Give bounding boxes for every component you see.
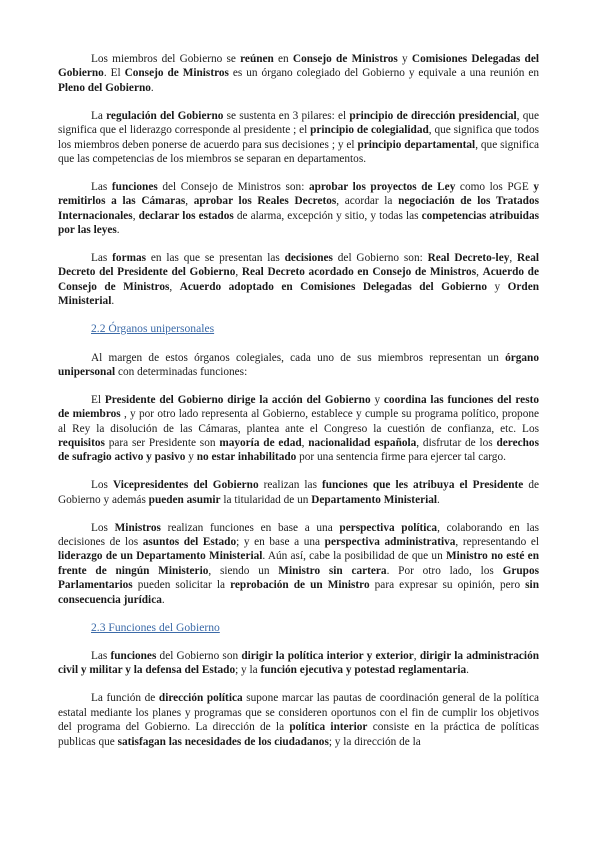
paragraph-ministros: Los Ministros realizan funciones en base a una perspectiva política, colaborando en las decisiones de los asuntos del Estado; y en base a una perspectiva administrativa, representando el liderazgo de un Departamento Ministerial. Aún así, cabe la posibilidad de que un Ministro no esté en frente de ningún Ministerio, siendo un Ministro sin cartera. Por otro lado, los Grupos Parlamentarios pueden solicitar la reprobación de un Ministro para expresar su opinión, pero sin consecuencia jurídica. (58, 521, 540, 606)
paragraph-formas-decisiones: Las formas en las que se presentan las decisiones del Gobierno son: Real Decreto-ley, Real Decreto del Presidente del Gobierno, Real Decreto acordado en Consejo de Ministros, Acuerdo de Consejo de Ministros, Acuerdo adoptado en Comisiones Delegadas del Gobierno y Orden Ministerial. (58, 251, 540, 308)
paragraph-consejo-ministros: Los miembros del Gobierno se reúnen en Consejo de Ministros y Comisiones Delegadas del Gobierno. El Consejo de Ministros es un órgano colegiado del Gobierno y equivale a una reunión en Pleno del Gobierno. (58, 53, 539, 94)
paragraph-organo-unipersonal: Al margen de estos órganos colegiales, cada uno de sus miembros representan un órgano unipersonal con determinadas funciones: (58, 351, 539, 378)
paragraph-direccion-politica: La función de dirección política supone marcar las pautas de coordinación general de la política estatal mediante los planes y programas que se consideren oportunos con el fin de cumplir los objetivos del programa del Gobierno. La dirección de la política interior consiste en la práctica de políticas publicas que satisfagan las necesidades de los ciudadanos; y la dirección de la (58, 692, 540, 748)
section-heading-organos-unipersonales[interactable]: 2.2 Órganos unipersonales (91, 322, 215, 336)
paragraph-vicepresidentes: Los Vicepresidentes del Gobierno realizan las funciones que les atribuya el Presidente de Gobierno y además pueden asumir la titularidad de un Departamento Ministerial. (58, 479, 539, 506)
paragraph-funciones-gobierno: Las funciones del Gobierno son dirigir la política interior y exterior, dirigir la administración civil y militar y la defensa del Estado; y la función ejecutiva y potestad reglamentaria. (58, 650, 539, 677)
paragraph-presidente: El Presidente del Gobierno dirige la acción del Gobierno y coordina las funciones del resto de miembros , y por otro lado representa al Gobierno, establece y cumple su programa político, propone al Rey la disolución de las Cámaras, plantea ante el Congreso la cuestión de confianza, etc. Los requisitos para ser Presidente son mayoría de edad, nacionalidad española, disfrutar de los derechos de sufragio activo y pasivo y no estar inhabilitado por una sentencia firme para ejercer tal cargo. (58, 393, 540, 464)
paragraph-funciones-consejo: Las funciones del Consejo de Ministros son: aprobar los proyectos de Ley como los PGE y remitirlos a las Cámaras, aprobar los Reales Decretos, acordar la negociación de los Tratados Internacionales, declarar los estados de alarma, excepción y sitio, y todas las competencias atribuidas por las leyes. (58, 180, 539, 237)
paragraph-regulacion: La regulación del Gobierno se sustenta en 3 pilares: el principio de dirección presidencial, que significa que el liderazgo corresponde al presidente ; el principio de colegialidad, que significa que todos los miembros deben ponerse de acuerdo para sus decisiones ; y el principio departamental, que significa que las competencias de los miembros se separan en departamentos. (58, 109, 540, 165)
section-heading-funciones-gobierno[interactable]: 2.3 Funciones del Gobierno (91, 620, 220, 634)
